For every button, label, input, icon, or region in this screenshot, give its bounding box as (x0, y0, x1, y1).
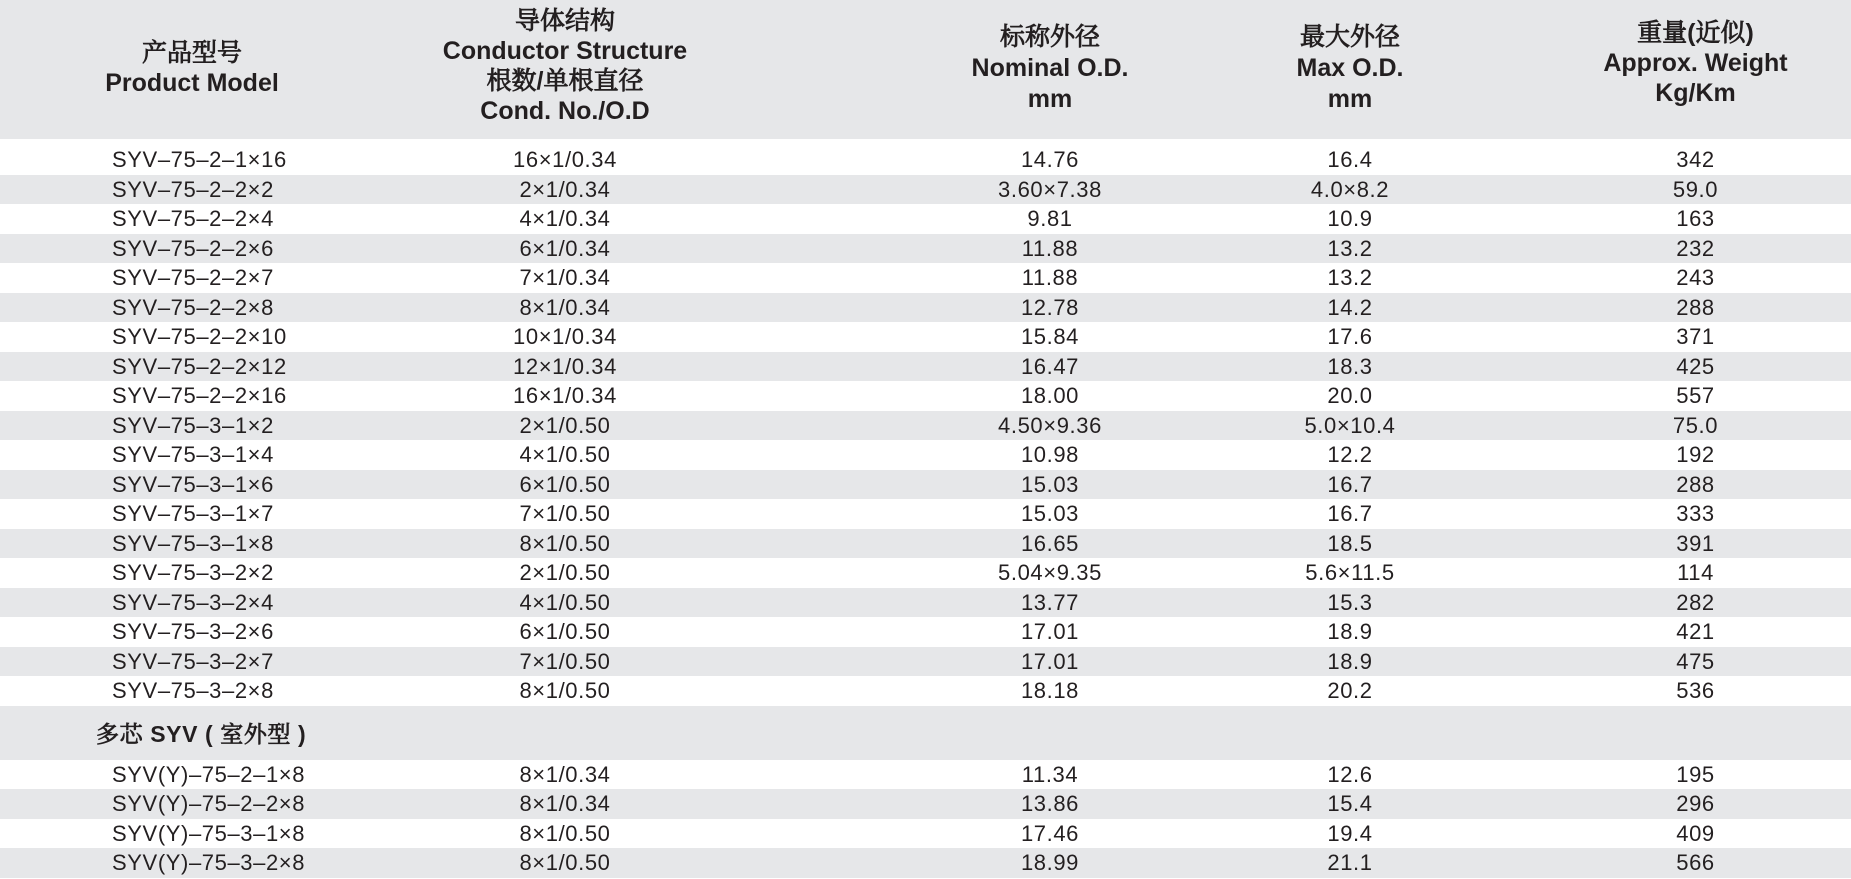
table-row (0, 145, 1851, 175)
cell-conductor-structure: 8×1/0.34 (519, 294, 611, 320)
table-row (0, 381, 1851, 411)
cell-product-model: SYV–75–3–1×7 (112, 501, 274, 527)
cell-nominal-od: 16.65 (1020, 530, 1080, 556)
table-row (0, 499, 1851, 529)
cell-max-od: 5.0×10.4 (1304, 412, 1396, 438)
cell-conductor-structure: 2×1/0.50 (519, 412, 611, 438)
table-row (0, 848, 1851, 878)
cell-max-od: 16.4 (1327, 147, 1373, 173)
cell-nominal-od: 18.99 (1020, 850, 1080, 876)
cell-nominal-od: 3.60×7.38 (998, 176, 1102, 202)
cell-product-model: SYV–75–3–2×7 (112, 648, 274, 674)
header-model-cn: 产品型号 (141, 39, 242, 67)
cell-approx-weight: 75.0 (1672, 412, 1719, 438)
cell-product-model: SYV(Y)–75–3–2×8 (112, 850, 306, 876)
cell-conductor-structure: 6×1/0.50 (519, 471, 611, 497)
cell-product-model: SYV(Y)–75–3–1×8 (112, 820, 306, 846)
cell-max-od: 21.1 (1327, 850, 1373, 876)
header-max-cn: 最大外径 (1299, 23, 1400, 51)
cell-max-od: 14.2 (1327, 294, 1373, 320)
cell-product-model: SYV–75–3–2×6 (112, 619, 274, 645)
cell-conductor-structure: 16×1/0.34 (513, 147, 617, 173)
cell-nominal-od: 11.88 (1021, 265, 1079, 291)
cell-product-model: SYV(Y)–75–2–1×8 (112, 761, 306, 787)
cell-max-od: 18.9 (1327, 619, 1373, 645)
table-row (0, 293, 1851, 323)
header-max-od (1200, 0, 1540, 139)
cell-nominal-od: 16.47 (1020, 353, 1080, 379)
cell-conductor-structure: 10×1/0.34 (513, 324, 617, 350)
cell-approx-weight: 163 (1676, 206, 1715, 232)
cell-approx-weight: 195 (1676, 761, 1715, 787)
cell-conductor-structure: 8×1/0.50 (519, 820, 611, 846)
cell-max-od: 15.4 (1327, 791, 1373, 817)
section-title-row (0, 706, 1851, 760)
cell-approx-weight: 243 (1676, 265, 1715, 291)
table-body-outdoor (0, 760, 1851, 878)
cell-max-od: 12.6 (1327, 761, 1373, 787)
table-row (0, 789, 1851, 819)
cell-conductor-structure: 8×1/0.34 (519, 791, 611, 817)
cell-approx-weight: 557 (1676, 383, 1715, 409)
table-row (0, 676, 1851, 706)
cell-product-model: SYV–75–2–2×2 (112, 176, 274, 202)
cell-approx-weight: 333 (1676, 501, 1715, 527)
cell-max-od: 16.7 (1327, 471, 1373, 497)
cell-approx-weight: 391 (1676, 530, 1715, 556)
cell-nominal-od: 17.46 (1020, 820, 1080, 846)
table-row (0, 470, 1851, 500)
cell-approx-weight: 342 (1676, 147, 1715, 173)
cell-product-model: SYV–75–3–2×8 (112, 678, 274, 704)
cell-conductor-structure: 8×1/0.50 (519, 850, 611, 876)
cell-max-od: 10.9 (1327, 206, 1373, 232)
cell-approx-weight: 425 (1676, 353, 1715, 379)
cell-conductor-structure: 4×1/0.50 (519, 589, 611, 615)
table-row (0, 617, 1851, 647)
cell-product-model: SYV–75–3–1×6 (112, 471, 274, 497)
cell-approx-weight: 288 (1676, 294, 1715, 320)
header-product-model (0, 0, 380, 139)
table-row (0, 529, 1851, 559)
cell-approx-weight: 566 (1676, 850, 1715, 876)
cell-product-model: SYV(Y)–75–2–2×8 (112, 791, 306, 817)
cell-nominal-od: 15.84 (1020, 324, 1080, 350)
cell-nominal-od: 18.18 (1020, 678, 1080, 704)
table-row (0, 263, 1851, 293)
header-weight-en: Approx. Weight (1603, 49, 1788, 77)
header-nominal-od (900, 0, 1200, 139)
table-row (0, 558, 1851, 588)
cell-conductor-structure: 16×1/0.34 (513, 383, 617, 409)
cell-nominal-od: 11.34 (1021, 761, 1079, 787)
header-conductor-structure (380, 0, 900, 139)
cell-product-model: SYV–75–3–2×2 (112, 560, 274, 586)
header-model-en: Product Model (105, 69, 279, 97)
cell-conductor-structure: 8×1/0.34 (519, 761, 611, 787)
cell-product-model: SYV–75–2–2×16 (112, 383, 287, 409)
cell-product-model: SYV–75–2–2×6 (112, 235, 274, 261)
cell-conductor-structure: 7×1/0.50 (519, 501, 611, 527)
table-row (0, 819, 1851, 849)
cell-approx-weight: 536 (1676, 678, 1715, 704)
cell-nominal-od: 18.00 (1020, 383, 1080, 409)
cell-product-model: SYV–75–2–2×12 (112, 353, 287, 379)
cell-conductor-structure: 8×1/0.50 (519, 678, 611, 704)
cell-nominal-od: 17.01 (1020, 619, 1080, 645)
cell-conductor-structure: 12×1/0.34 (513, 353, 617, 379)
cell-nominal-od: 13.86 (1020, 791, 1080, 817)
cell-nominal-od: 14.76 (1020, 147, 1080, 173)
cell-max-od: 19.4 (1327, 820, 1373, 846)
table-row (0, 322, 1851, 352)
header-nominal-unit: mm (1027, 85, 1073, 113)
cell-conductor-structure: 8×1/0.50 (519, 530, 611, 556)
cell-nominal-od: 5.04×9.35 (998, 560, 1102, 586)
cell-approx-weight: 59.0 (1672, 176, 1719, 202)
cell-max-od: 17.6 (1327, 324, 1373, 350)
section-title: 多芯 SYV ( 室外型 ) (96, 721, 307, 747)
cell-approx-weight: 296 (1676, 791, 1715, 817)
cell-nominal-od: 17.01 (1020, 648, 1080, 674)
header-max-unit: mm (1327, 85, 1373, 113)
cell-product-model: SYV–75–2–2×10 (112, 324, 287, 350)
cell-product-model: SYV–75–3–1×4 (112, 442, 274, 468)
cell-nominal-od: 13.77 (1020, 589, 1080, 615)
cell-product-model: SYV–75–3–2×4 (112, 589, 274, 615)
header-weight-unit: Kg/Km (1655, 79, 1736, 107)
cell-product-model: SYV–75–3–1×2 (112, 412, 274, 438)
table-row (0, 411, 1851, 441)
cell-conductor-structure: 7×1/0.34 (519, 265, 611, 291)
header-nominal-cn: 标称外径 (999, 23, 1100, 51)
header-nominal-en: Nominal O.D. (971, 54, 1129, 82)
cell-conductor-structure: 4×1/0.50 (519, 442, 611, 468)
cell-product-model: SYV–75–2–2×8 (112, 294, 274, 320)
cell-product-model: SYV–75–2–1×16 (112, 147, 287, 173)
cell-max-od: 15.3 (1327, 589, 1373, 615)
table-row (0, 760, 1851, 790)
cell-approx-weight: 371 (1676, 324, 1715, 350)
cell-max-od: 16.7 (1327, 501, 1373, 527)
table-section-band (0, 706, 1851, 760)
header-conductor-en: Conductor Structure (442, 37, 688, 65)
cell-conductor-structure: 2×1/0.34 (519, 176, 611, 202)
cell-conductor-structure: 4×1/0.34 (519, 206, 611, 232)
cell-approx-weight: 282 (1676, 589, 1715, 615)
cell-approx-weight: 288 (1676, 471, 1715, 497)
cell-max-od: 13.2 (1327, 265, 1373, 291)
cell-conductor-structure: 2×1/0.50 (519, 560, 611, 586)
cell-approx-weight: 421 (1676, 619, 1715, 645)
table-row (0, 440, 1851, 470)
cell-approx-weight: 192 (1676, 442, 1715, 468)
cell-nominal-od: 12.78 (1020, 294, 1080, 320)
table-row (0, 588, 1851, 618)
cell-nominal-od: 4.50×9.36 (998, 412, 1102, 438)
cell-approx-weight: 475 (1676, 648, 1715, 674)
cell-max-od: 5.6×11.5 (1305, 560, 1395, 586)
header-max-en: Max O.D. (1296, 54, 1404, 82)
cell-nominal-od: 11.88 (1021, 235, 1079, 261)
cell-max-od: 18.9 (1327, 648, 1373, 674)
cell-product-model: SYV–75–2–2×7 (112, 265, 274, 291)
table-body-indoor (0, 139, 1851, 706)
header-cond-no-en: Cond. No./O.D (480, 97, 650, 125)
cell-nominal-od: 9.81 (1027, 206, 1073, 232)
table-row (0, 234, 1851, 264)
header-weight-cn: 重量(近似) (1637, 19, 1754, 47)
cell-conductor-structure: 6×1/0.50 (519, 619, 611, 645)
header-approx-weight (1540, 0, 1851, 139)
cell-conductor-structure: 7×1/0.50 (519, 648, 611, 674)
cell-approx-weight: 409 (1676, 820, 1715, 846)
cell-max-od: 20.2 (1327, 678, 1373, 704)
cell-conductor-structure: 6×1/0.34 (519, 235, 611, 261)
cell-nominal-od: 10.98 (1020, 442, 1080, 468)
cell-max-od: 18.3 (1327, 353, 1373, 379)
table-row (0, 352, 1851, 382)
header-conductor-cn: 导体结构 (514, 7, 615, 35)
table-row (0, 175, 1851, 205)
cell-nominal-od: 15.03 (1020, 501, 1080, 527)
cell-max-od: 20.0 (1327, 383, 1373, 409)
cell-max-od: 4.0×8.2 (1310, 176, 1390, 202)
table-row (0, 647, 1851, 677)
table-header-row (0, 0, 1851, 139)
header-cond-no-cn: 根数/单根直径 (486, 67, 644, 95)
cell-max-od: 18.5 (1327, 530, 1373, 556)
cell-max-od: 12.2 (1327, 442, 1373, 468)
cell-approx-weight: 114 (1677, 560, 1714, 586)
cell-nominal-od: 15.03 (1020, 471, 1080, 497)
cell-product-model: SYV–75–3–1×8 (112, 530, 274, 556)
table-row (0, 204, 1851, 234)
cell-approx-weight: 232 (1676, 235, 1715, 261)
cell-max-od: 13.2 (1327, 235, 1373, 261)
cell-product-model: SYV–75–2–2×4 (112, 206, 274, 232)
